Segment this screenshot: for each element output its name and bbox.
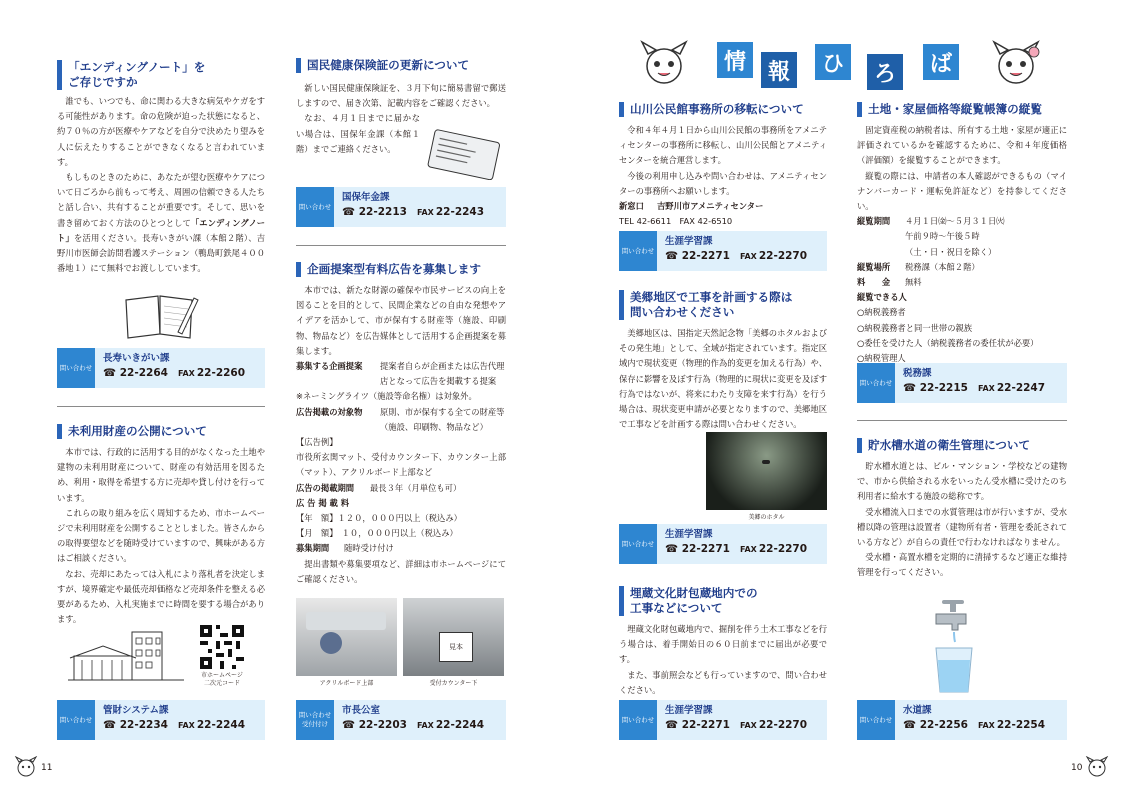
acrylic-board-photo: [296, 598, 397, 676]
counter-caption: 受付カウンター下: [429, 680, 478, 687]
insurance-contact: 問い合わせ 国保年金課 ☎ 22-2213 FAX 22-2243: [296, 187, 506, 227]
qr-caption: 市ホームページ 二次元コード: [201, 672, 243, 687]
qr-code: [200, 625, 244, 669]
land-heading: 土地・家屋価格等縦覧帳簿の縦覧: [868, 102, 1042, 116]
migo-p1: 美郷地区は、国指定天然記念物「美郷のホタルおよびその発生地」として、全域が指定されています。指定区域内で現状変更（物理的作為的変更を加える行為）や、保存に影響を及ぼす行為（物理的に現状に変更を及ぼす行為ではないが、将来にわたり支障を来す行為）を行う場合は、現状変更申請が必要となりますので、美郷地区で工事などを計画する際は問い合わせください。: [619, 328, 827, 430]
ending-note-p1: 誰でも、いつでも、命に関わる大きな病気やケガをする可能性があります。命の危険が迫った状態になると、約７０％の方が医療やケアなどを自分で決めたり望みを人に伝えたりすることができなくなると言われています。: [57, 96, 265, 167]
mascot-small-icon: [1085, 756, 1109, 778]
bunkazai-p1: 埋蔵文化財包蔵地内で、掘削を伴う土木工事などを行う場合は、着手開始日の６０日前までに届出が必要です。: [619, 624, 827, 665]
water-p2: 受水槽流入口までの水質管理は市が行いますが、受水槽以降の管理は設置者（建物所有者・管理を委託されている方など）が自らの責任で行わなければなりません。: [857, 506, 1067, 548]
bunkazai-contact: 問い合わせ 生涯学習課 ☎ 22-2271 FAX 22-2270: [619, 700, 827, 740]
water-p1: 貯水槽水道とは、ビル・マンション・学校などの建物で、市から供給される水をいったん受水槽に受けたのち利用者に給水する施設の総称です。: [857, 461, 1067, 502]
insurance-p1: 新しい国民健康保険証を、３月下旬に簡易書留で郵送しますので、届き次第、記載内容をご確認ください。: [296, 83, 506, 109]
water-section: [857, 438, 1067, 581]
unused-property-p2: これらの取り組みを広く周知するため、市ホームページで未利用財産を公開することとしました。皆さんからの取得要望などを随時受けていますので、興味がある方はご相談ください。: [57, 507, 265, 564]
insurance-p2: なお、４月１日までに届かない場合は、国保年金課（本館１階）までご連絡ください。: [296, 113, 420, 154]
city-hall-illustration: [68, 628, 184, 684]
bunkazai-section: [619, 586, 827, 698]
ending-note-p2: もしものときのために、あなたが望む医療やケアについて日ごろから前もって考え、周囲の信頼できる人たちと話し合い、共有することが重要です。そして、思いを書き留めておく方法のひとつとして「エンディングノート」を活用ください。長寿いきがい課（本館２階）、吉野川市医師会訪問看護ステーション（鴨島町鉄尾４００番地１）にて無料でお渡ししています。: [57, 172, 265, 274]
water-p3: 受水槽・高置水槽を定期的に清掃するなど適正な維持管理を行ってください。: [857, 552, 1067, 578]
ads-p1: 本市では、新たな財源の確保や市民サービスの向上を図ることを目的として、民間企業などの自由な発想やアイデアを活かして、市が保有する財産等（施設、印刷物、物品など）を広告媒体として活用する企画提案を募集します。: [296, 285, 506, 356]
ending-note-contact: 問い合わせ 長寿いきがい課 ☎ 22-2264 FAX 22-2260: [57, 348, 265, 388]
firefly-caption: 美郷のホタル: [748, 514, 785, 521]
ads-heading: 企画提案型有料広告を募集します: [307, 262, 481, 276]
bunkazai-p2: また、事前照会なども行っていますので、問い合わせください。: [619, 669, 827, 695]
masthead-char-3: ひ: [815, 44, 851, 80]
yamakawa-p2: 今後の利用申し込みや問い合わせは、アメニティセンターの事務所へお願いします。: [619, 170, 827, 196]
unused-property-p1: 本市では、行政的に活用する目的がなくなった土地や建物の未利用財産について、財産の有効活用を図るため、利用・取得を希望する方に売却や貸し付けを行っています。: [57, 447, 265, 503]
unused-property-contact: 問い合わせ 管財システム課 ☎ 22-2234 FAX 22-2244: [57, 700, 265, 740]
yamakawa-p1: 令和４年４月１日から山川公民館の事務所をアメニティセンターの事務所に移転し、山川公民館とアメニティセンターを統合運営します。: [619, 125, 827, 166]
unused-property-section: [57, 424, 265, 627]
masthead-char-1: 情: [717, 42, 753, 78]
ads-p-last: 提出書類や募集要項など、詳細は市ホームページにてご確認ください。: [296, 558, 506, 584]
column-3: 山川公民館事務所の移転について 令和４年４月１日から山川公民館の事務所をアメニティセンターの事務所に移転し、山川公民館とアメニティセンターを統合運営します。 今後の利用申し込みや問い合わせは、アメニティセンターの事務所へお願いします。 新窓口 吉野川市アメニティセンター TEL 42-6611 FAX 42-6510: [619, 102, 827, 227]
masthead-char-4: ろ: [867, 54, 903, 90]
water-contact: 問い合わせ 水道課 ☎ 22-2256 FAX 22-2254: [857, 700, 1067, 740]
faucet-illustration: [928, 598, 978, 694]
page-number-left: 11: [41, 763, 53, 773]
yamakawa-contact: 問い合わせ 生涯学習課 ☎ 22-2271 FAX 22-2270: [619, 231, 827, 271]
land-contact: 問い合わせ 税務課 ☎ 22-2215 FAX 22-2247: [857, 363, 1067, 403]
notebook-illustration: [120, 290, 200, 342]
ending-note-heading: 「エンディングノート」を ご存じですか: [57, 60, 265, 90]
land-p1: 固定資産税の納税者は、所有する土地・家屋が適正に評価されているかを確認するために、令和４年度価格（評価額）を縦覧することができます。: [857, 125, 1067, 166]
acrylic-board-caption: アクリルボード上部: [319, 680, 374, 687]
masthead-char-5: ば: [923, 44, 959, 80]
mascot-icon: [14, 756, 38, 778]
insurance-heading: 国民健康保険証の更新について: [307, 58, 470, 72]
column-4: 土地・家屋価格等縦覧帳簿の縦覧 固定資産税の納税者は、所有する土地・家屋が適正に評価されているかを確認するために、令和４年度価格（評価額）を縦覧することができます。 縦覧の際には、申請者の本人確認ができるもの（マイナンバーカード・運転免許証など）を持参してください。 縦覧期間 ４月１日㈮～５月３１日㈫ 午前９時～午後５時 （土・日・祝日を除く） 縦覧場所 税務課（本館２階） 料 金 無料 縦覧できる人 ○納税義務者 ○納税義務者と同一世帯の親族 ○委任を受けた人（納税義務者の委任状が必要） ○納税管理人: [857, 102, 1067, 364]
column-1: [57, 0, 265, 276]
unused-property-p3: なお、売却にあたっては入札により落札者を決定しますが、境界確定や最低売却価格など売却条件を整える必要があるため、入札実施までに時間を要する場合があります。: [57, 568, 265, 625]
yamakawa-heading: 山川公民館事務所の移転について: [630, 102, 804, 116]
counter-photo: 見本: [403, 598, 504, 676]
page-number-right: 10: [1071, 763, 1083, 773]
firefly-photo: [706, 432, 827, 510]
migo-heading: 美郷地区で工事を計画する際は 問い合わせください: [630, 290, 793, 319]
unused-property-heading: 未利用財産の公開について: [68, 424, 207, 438]
masthead-char-2: 報: [761, 52, 797, 88]
ads-contact: 問い合わせ 受付付け 市長公室 ☎ 22-2203 FAX 22-2244: [296, 700, 506, 740]
land-p2: 縦覧の際には、申請者の本人確認ができるもの（マイナンバーカード・運転免許証など）を持参してください。: [857, 170, 1067, 212]
ads-section: 企画提案型有料広告を募集します 本市では、新たな財源の確保や市民サービスの向上を図ることを目的として、民間企業などの自由な発想やアイデアを活かして、市が保有する財産等（施設、印刷物、物品など）を広告媒体として活用する企画提案を募集します。 募集する企画提案 提案者自らが企画または広告代理店となって広告を掲載する提案 ※ネーミングライツ（施設等命名権）は対象外。 広告掲載の対象物 原則、市が保有する全ての財産等（施設、印刷物、物品など） 【広告例】 市役所玄関マット、受付カウンター下、カウンター上部（マット）、アクリルボード上部など 広告の掲載期間 最長３年（月単位も可） 広 告 掲 載 料 【年 額】１２０，０００円以上（税込み） 【月 額】 １０，０００円以上（税込み） 募集期間 随時受け付け 提出書類や募集要項など、詳細は市ホームページにてご確認ください。: [296, 262, 506, 587]
water-heading: 貯水槽水道の衛生管理について: [868, 438, 1031, 452]
migo-contact: 問い合わせ 生涯学習課 ☎ 22-2271 FAX 22-2270: [619, 524, 827, 564]
bunkazai-heading: 埋蔵文化財包蔵地内での 工事などについて: [630, 586, 758, 615]
insurance-card-illustration: [425, 128, 505, 180]
